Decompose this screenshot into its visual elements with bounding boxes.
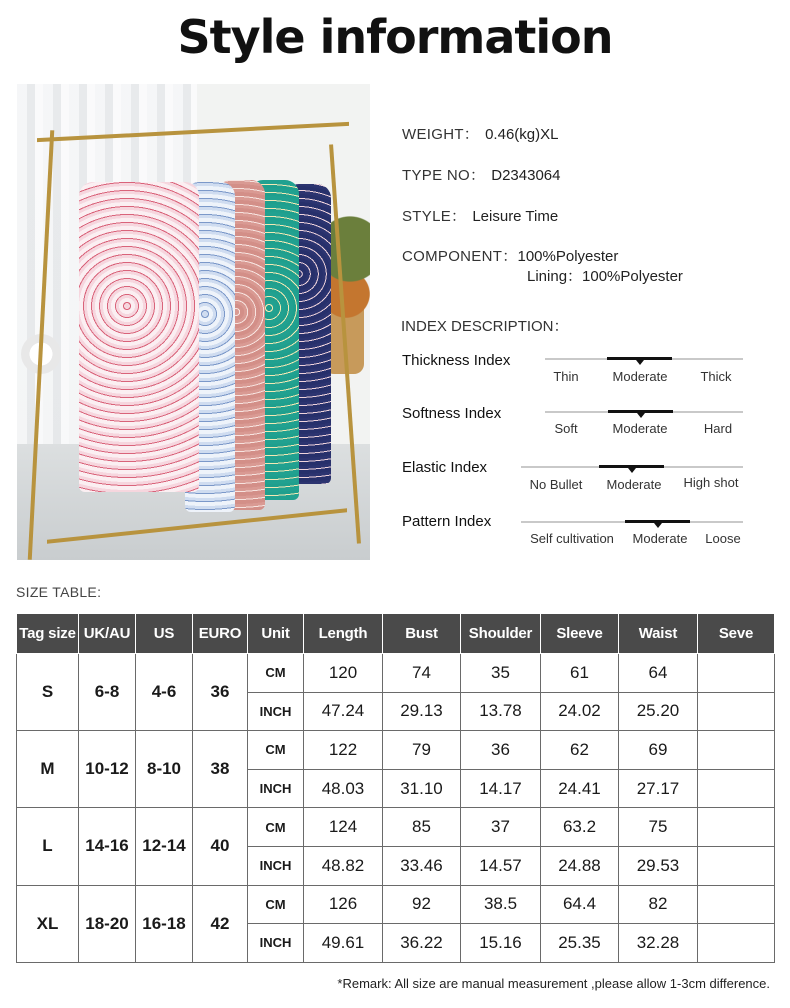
lining-spec [527, 265, 683, 286]
shoulder-cell: 13.78 [461, 692, 541, 731]
size-table-header-row [17, 614, 775, 654]
us-cell: 8-10 [136, 731, 193, 808]
header-waist: Waist [619, 614, 698, 654]
elastic-label-low: No Bullet [529, 477, 583, 492]
elastic-caret-icon [628, 468, 636, 473]
pattern-label-high: Loose [705, 531, 741, 546]
unit-cell: INCH [248, 769, 304, 808]
header-uk-au: UK/AU [79, 614, 136, 654]
shoulder-cell: 35 [461, 654, 541, 693]
sleeve-cell: 24.41 [541, 769, 619, 808]
elastic-index-name: Elastic Index [402, 459, 488, 476]
waist-cell: 27.17 [619, 769, 698, 808]
shoulder-cell: 38.5 [461, 885, 541, 924]
header-unit: Unit [248, 614, 304, 654]
us-cell: 4-6 [136, 654, 193, 731]
uk-au-cell: 10-12 [79, 731, 136, 808]
thickness-index-name: Thickness Index [402, 352, 511, 369]
shoulder-cell: 15.16 [461, 924, 541, 963]
thickness-label-low: Thin [553, 369, 579, 384]
weight-spec [402, 123, 558, 144]
header-seve: Seve [698, 614, 775, 654]
bust-cell: 31.10 [383, 769, 461, 808]
elastic-label-high: High shot [683, 475, 739, 490]
pattern-label-mid: Moderate [632, 531, 688, 546]
unit-cell: CM [248, 654, 304, 693]
us-cell: 12-14 [136, 808, 193, 885]
seve-cell [698, 808, 775, 847]
header-euro: EURO [193, 614, 248, 654]
tag-size-cell: L [17, 808, 79, 885]
length-cell: 124 [304, 808, 383, 847]
remark-note: *Remark: All size are manual measurement ,please allow 1-3cm difference. [337, 976, 770, 991]
header-sleeve: Sleeve [541, 614, 619, 654]
softness-label-low: Soft [554, 421, 578, 436]
waist-cell: 64 [619, 654, 698, 693]
us-cell: 16-18 [136, 885, 193, 962]
header-length: Length [304, 614, 383, 654]
header-bust: Bust [383, 614, 461, 654]
waist-cell: 75 [619, 808, 698, 847]
uk-au-cell: 18-20 [79, 885, 136, 962]
seve-cell [698, 731, 775, 770]
shoulder-cell: 14.17 [461, 769, 541, 808]
style-spec [402, 205, 558, 226]
bust-cell: 79 [383, 731, 461, 770]
unit-cell: INCH [248, 846, 304, 885]
page-title: Style information [177, 10, 613, 64]
component-label: COMPONENT： [402, 248, 518, 265]
sleeve-cell: 24.02 [541, 692, 619, 731]
unit-cell: CM [248, 808, 304, 847]
waist-cell: 25.20 [619, 692, 698, 731]
unit-cell: CM [248, 731, 304, 770]
euro-cell: 38 [193, 731, 248, 808]
uk-au-cell: 14-16 [79, 808, 136, 885]
component-spec [402, 245, 618, 266]
length-cell: 122 [304, 731, 383, 770]
seve-cell [698, 846, 775, 885]
type-value: D2343064 [491, 167, 561, 184]
seve-cell [698, 654, 775, 693]
length-cell: 48.03 [304, 769, 383, 808]
length-cell: 120 [304, 654, 383, 693]
dress-pink [79, 182, 199, 492]
sleeve-cell: 24.88 [541, 846, 619, 885]
shoulder-cell: 36 [461, 731, 541, 770]
thickness-label-mid: Moderate [612, 369, 668, 384]
bust-cell: 85 [383, 808, 461, 847]
style-label: STYLE： [402, 208, 467, 225]
waist-cell: 29.53 [619, 846, 698, 885]
bust-cell: 29.13 [383, 692, 461, 731]
length-cell: 47.24 [304, 692, 383, 731]
sleeve-cell: 64.4 [541, 885, 619, 924]
table-row [17, 731, 775, 770]
length-cell: 49.61 [304, 924, 383, 963]
product-photo [17, 84, 370, 560]
bust-cell: 92 [383, 885, 461, 924]
euro-cell: 42 [193, 885, 248, 962]
seve-cell [698, 885, 775, 924]
size-table-caption: SIZE TABLE: [16, 584, 102, 600]
thickness-caret-icon [636, 360, 644, 365]
waist-cell: 82 [619, 885, 698, 924]
softness-index-name: Softness Index [402, 405, 502, 422]
sleeve-cell: 61 [541, 654, 619, 693]
component-value: 100%Polyester [517, 248, 619, 265]
tag-size-cell: XL [17, 885, 79, 962]
uk-au-cell: 6-8 [79, 654, 136, 731]
weight-label: WEIGHT： [402, 126, 480, 143]
softness-label-mid: Moderate [612, 421, 668, 436]
elastic-label-mid: Moderate [606, 477, 662, 492]
sleeve-cell: 25.35 [541, 924, 619, 963]
seve-cell [698, 692, 775, 731]
table-row [17, 654, 775, 693]
softness-label-high: Hard [703, 421, 733, 436]
shoulder-cell: 14.57 [461, 846, 541, 885]
bust-cell: 33.46 [383, 846, 461, 885]
tag-size-cell: M [17, 731, 79, 808]
header-shoulder: Shoulder [461, 614, 541, 654]
table-row [17, 808, 775, 847]
seve-cell [698, 924, 775, 963]
pattern-caret-icon [654, 523, 662, 528]
index-description-title: INDEX DESCRIPTION： [401, 318, 569, 335]
length-cell: 126 [304, 885, 383, 924]
softness-caret-icon [637, 413, 645, 418]
header-tag-size: Tag size [17, 614, 79, 654]
sleeve-cell: 63.2 [541, 808, 619, 847]
style-value: Leisure Time [472, 208, 559, 225]
header-us: US [136, 614, 193, 654]
unit-cell: CM [248, 885, 304, 924]
type-label: TYPE NO： [402, 167, 486, 184]
pattern-label-low: Self cultivation [530, 531, 614, 546]
shoulder-cell: 37 [461, 808, 541, 847]
unit-cell: INCH [248, 692, 304, 731]
thickness-label-high: Thick [700, 369, 732, 384]
length-cell: 48.82 [304, 846, 383, 885]
bust-cell: 36.22 [383, 924, 461, 963]
size-table [16, 613, 775, 963]
table-row [17, 885, 775, 924]
weight-value: 0.46(kg)XL [485, 126, 559, 143]
waist-cell: 32.28 [619, 924, 698, 963]
tag-size-cell: S [17, 654, 79, 731]
euro-cell: 40 [193, 808, 248, 885]
lining-value: Lining：100%Polyester [527, 268, 683, 285]
euro-cell: 36 [193, 654, 248, 731]
unit-cell: INCH [248, 924, 304, 963]
sleeve-cell: 62 [541, 731, 619, 770]
seve-cell [698, 769, 775, 808]
bust-cell: 74 [383, 654, 461, 693]
pattern-index-name: Pattern Index [402, 513, 492, 530]
waist-cell: 69 [619, 731, 698, 770]
type-spec [402, 164, 560, 185]
